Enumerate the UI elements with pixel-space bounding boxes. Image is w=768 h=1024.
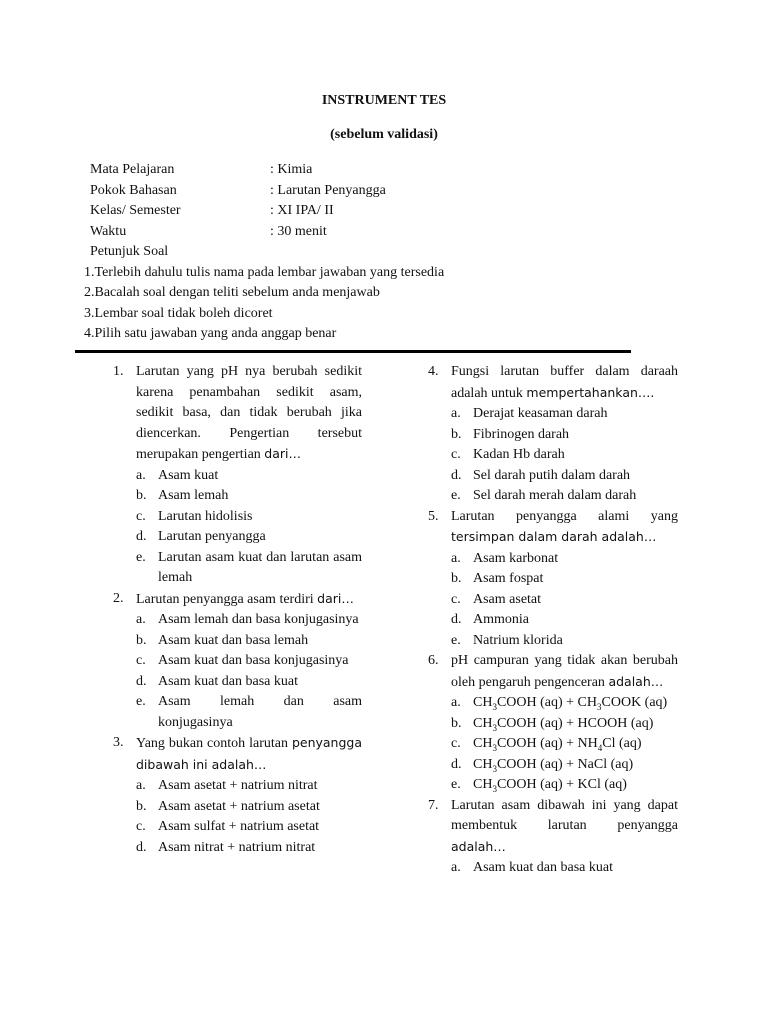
formula-part: CH [473,777,493,792]
answer-option [113,817,362,838]
option-letter: d. [451,467,462,483]
formula-subscript: 3 [492,783,497,794]
formula-subscript: 3 [597,701,602,712]
option-text: Asam nitrat + natrium nitrat [158,839,316,855]
question-text-tail: adalah… [608,673,664,689]
option-text: Larutan hidolisis [158,508,253,524]
question-text [451,796,678,859]
question-text-tail: dari… [264,446,301,461]
option-letter: c. [451,591,461,607]
formula-part: CH [473,736,493,751]
option-text: Asam lemah dan asam konjugasinya [158,694,362,730]
answer-option [113,776,362,797]
answer-option [428,569,678,590]
formula-part: Cl (aq) [602,736,642,751]
question-text [136,362,362,466]
formula-part: COOH (aq) + NH [496,736,598,751]
answer-option [113,692,362,733]
answer-option [113,631,362,652]
info-row-topic [90,181,386,202]
question-text [136,733,362,776]
formula-part: COOH (aq) + HCOOH (aq) [496,715,654,731]
answer-option [428,610,678,631]
option-formula [473,714,678,735]
question-1 [113,362,362,466]
answer-option [113,486,362,507]
answer-option [428,466,678,487]
option-letter: d. [136,529,147,544]
question-text-tail: adalah… [451,838,506,854]
answer-option [113,507,362,528]
left-column [113,362,362,858]
option-formula [473,755,678,776]
option-letter: d. [451,756,462,772]
question-text-main: Fungsi larutan buffer dalam daraah adalah untuk [451,364,678,401]
instruction-item: 2.Bacalah soal dengan teliti sebelum anda menjawab [84,285,380,300]
option-letter: b. [136,798,147,814]
answer-option [113,651,362,672]
instructions [84,242,444,345]
question-text-tail: mempertahankan…. [526,384,655,400]
option-letter: c. [136,653,146,668]
formula-subscript: 3 [492,701,497,712]
instruction-item: 4.Pilih satu jawaban yang anda anggap benar [84,326,337,341]
question-text [451,651,678,693]
option-text: Asam asetat + natrium nitrat [158,778,318,793]
option-text: Asam fospat [473,571,544,586]
question-number: 2. [113,590,124,606]
question-5 [428,507,678,549]
option-letter: c. [136,508,146,524]
info-label: Waktu [90,223,127,239]
answer-option [113,548,362,589]
answer-option [113,466,362,487]
answer-option [428,714,678,735]
answer-option [113,610,362,631]
question-number: 4. [428,364,439,379]
option-text: Asam kuat dan basa kuat [158,673,298,689]
option-text: Ammonia [473,612,529,627]
option-text: Asam lemah dan basa konjugasinya [158,612,359,627]
option-letter: e. [136,694,146,709]
option-text: Larutan asam kuat dan larutan asam lemah [158,549,362,585]
document-title: INSTRUMENT TES [321,93,447,108]
question-text-tail: dari… [317,590,354,606]
instruction-item: 1.Terlebih dahulu tulis nama pada lembar jawaban yang tersedia [84,264,445,280]
answer-option [428,755,678,776]
horizontal-rule [75,350,631,353]
formula-part: CH [473,695,493,710]
question-2 [113,589,362,611]
option-formula [473,775,678,796]
option-letter: a. [136,467,146,483]
option-letter: e. [451,488,461,503]
question-number: 3. [113,735,124,750]
instruction-item: 3.Lembar soal tidak boleh dicoret [84,305,273,321]
option-letter: a. [136,612,146,627]
option-letter: b. [451,715,462,731]
instructions-heading: Petunjuk Soal [90,244,169,259]
option-letter: c. [451,736,461,751]
option-text: Asam sulfat + natrium asetat [158,819,320,834]
formula-subscript: 3 [492,763,497,774]
option-letter: d. [451,612,462,627]
option-letter: b. [136,632,147,648]
question-text [451,362,678,404]
option-text: Asam karbonat [473,550,559,566]
answer-option [428,425,678,446]
info-label: Kelas/ Semester [90,203,181,218]
formula-part: CH [473,715,493,731]
question-text-tail: tersimpan dalam darah adalah… [451,529,657,544]
option-text: Asam kuat dan basa lemah [158,632,309,648]
formula-subscript: 3 [492,722,497,733]
question-text-tail: penyangga dibawah ini adalah… [136,735,362,772]
option-text: Natrium klorida [473,632,563,648]
formula-subscript: 3 [492,742,497,753]
option-letter: c. [451,447,461,462]
answer-option [428,486,678,507]
answer-option [428,858,678,879]
option-text: Asam kuat dan basa kuat [473,860,613,875]
question-text-main: Larutan yang pH nya berubah sedikit karena penambahan sedikit asam, sedikit basa, dan tidak berubah jika diencerkan. Pengertian tersebut merupakan pengertian [136,364,362,462]
option-letter: b. [136,488,147,503]
info-value: : XI IPA/ II [270,203,334,218]
option-letter: b. [451,426,462,442]
formula-part: COOH (aq) + KCl (aq) [496,777,627,792]
option-formula [473,693,678,714]
option-letter: b. [451,571,462,586]
answer-option [428,445,678,466]
option-text: Sel darah putih dalam darah [473,467,631,483]
answer-option [428,549,678,570]
info-value: : 30 menit [270,223,327,239]
info-row-class [90,201,386,222]
answer-option [113,672,362,693]
option-letter: c. [136,819,146,834]
question-text-main: Larutan asam dibawah ini yang dapat membentuk larutan penyangga [451,797,678,833]
option-letter: a. [451,550,461,566]
answer-option [428,693,678,714]
option-letter: e. [136,549,146,565]
option-letter: d. [136,839,147,855]
option-letter: a. [136,778,146,793]
answer-option [428,734,678,755]
question-text-main: Larutan penyangga alami yang [451,508,678,524]
option-letter: e. [451,777,461,792]
info-label: Pokok Bahasan [90,182,177,198]
question-text [136,589,362,611]
question-text [451,507,678,549]
answer-option [113,797,362,818]
option-text: Kadan Hb darah [473,447,565,462]
option-text: Derajat keasaman darah [473,406,608,421]
formula-part: COOK (aq) [601,695,668,710]
question-text-main: pH campuran yang tidak akan berubah oleh pengaruh pengenceran [451,653,678,690]
option-letter: a. [451,860,461,875]
info-row-time [90,222,386,243]
subject-info [90,160,386,242]
answer-option [428,631,678,652]
option-letter: d. [136,673,147,689]
formula-part: COOH (aq) + CH [496,695,598,710]
question-text-main: Larutan penyangga asam terdiri [136,591,318,607]
option-letter: a. [451,695,461,710]
question-4 [428,362,678,404]
option-text: Asam lemah [158,488,229,503]
question-number: 7. [428,797,439,813]
option-text: Asam asetat + natrium asetat [158,798,320,814]
question-number: 1. [113,364,124,379]
question-7 [428,796,678,859]
option-text: Fibrinogen darah [473,426,570,442]
option-text: Asam asetat [473,591,542,607]
answer-option [428,590,678,611]
info-label: Mata Pelajaran [90,162,175,177]
question-6 [428,651,678,693]
question-text-main: Yang bukan contoh larutan [136,736,292,751]
formula-subscript: 4 [597,742,603,753]
question-number: 5. [428,508,439,524]
info-row-subject [90,160,386,181]
right-column [428,362,678,879]
option-text: Larutan penyangga [158,529,266,544]
option-formula [473,734,678,755]
answer-option [428,775,678,796]
document-subtitle: (sebelum validasi) [330,127,438,142]
info-value: : Kimia [270,162,313,177]
formula-part: COOH (aq) + NaCl (aq) [496,756,634,772]
option-letter: e. [451,632,461,648]
question-3 [113,733,362,776]
answer-option [113,527,362,548]
answer-option [113,838,362,859]
formula-part: CH [473,756,493,772]
option-text: Sel darah merah dalam darah [473,488,637,503]
option-text: Asam kuat [158,467,219,483]
option-text: Asam kuat dan basa konjugasinya [158,653,349,668]
answer-option [428,404,678,425]
info-value: : Larutan Penyangga [270,182,386,198]
option-letter: a. [451,406,461,421]
question-number: 6. [428,653,439,668]
